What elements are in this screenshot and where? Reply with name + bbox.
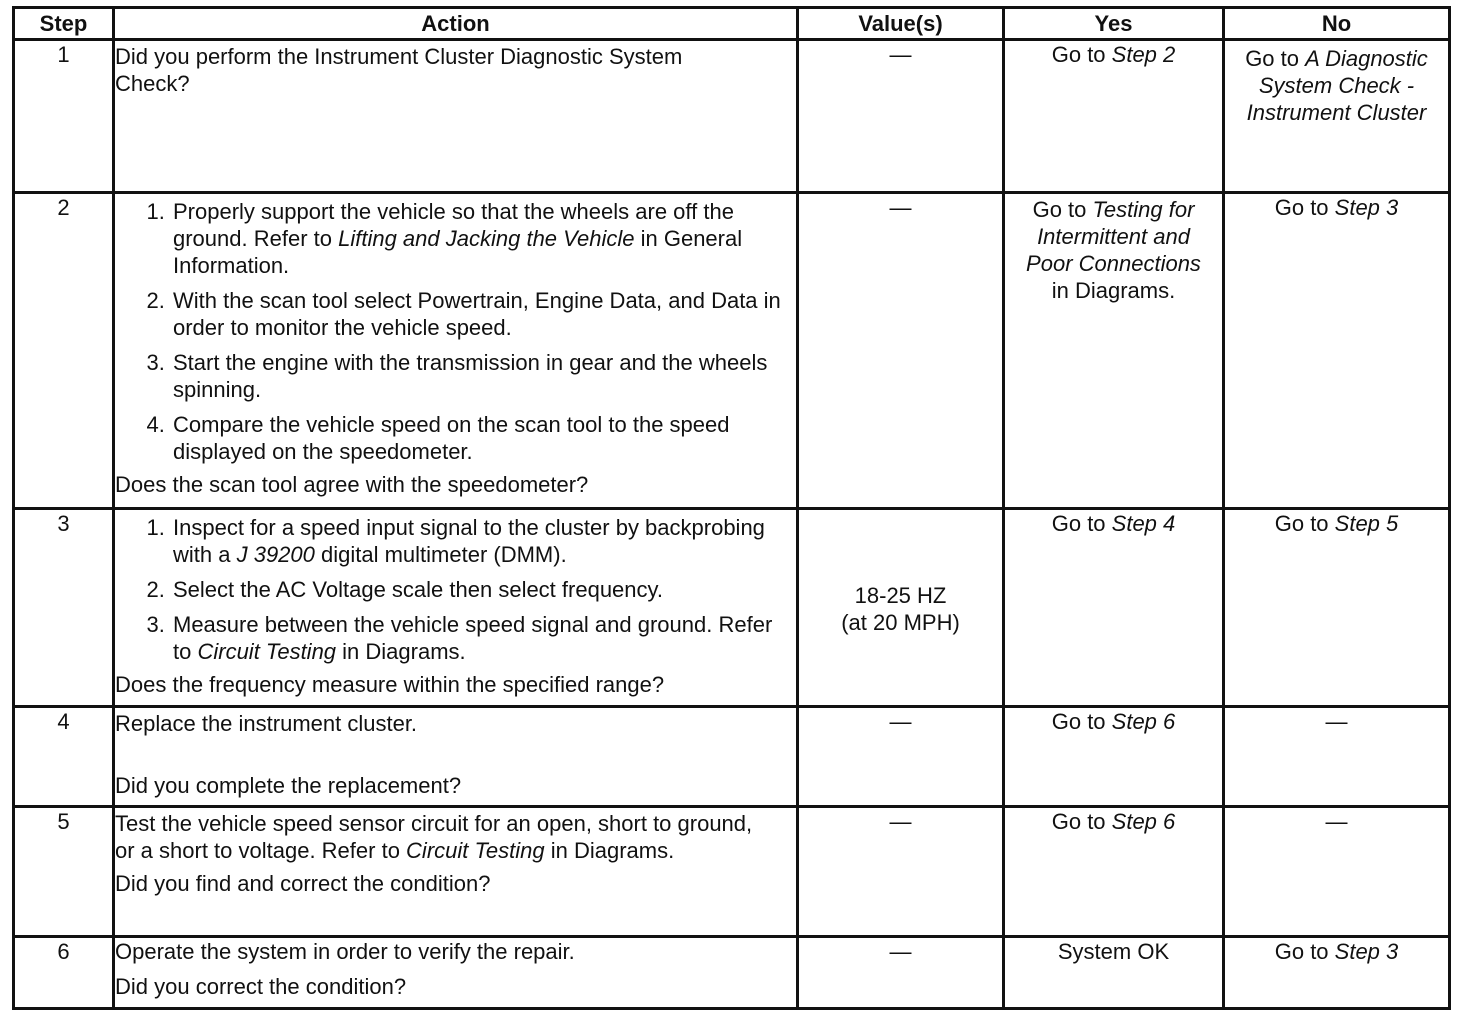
no-link[interactable]: A Diagnostic System Check - Instrument Cluster <box>1246 46 1428 125</box>
no-prefix: Go to <box>1274 939 1335 964</box>
no-prefix: Go to <box>1245 46 1306 71</box>
action-cell <box>114 509 798 707</box>
header-yes: Yes <box>1004 8 1224 40</box>
step-number: 6 <box>14 937 114 1009</box>
no-cell: — <box>1224 807 1450 937</box>
no-cell <box>1224 193 1450 509</box>
action-text: Replace the instrument cluster. <box>115 711 418 736</box>
header-row <box>14 8 1450 40</box>
no-link[interactable]: Step 3 <box>1334 939 1399 964</box>
value-cell <box>798 509 1004 707</box>
value-cell: — <box>798 707 1004 807</box>
reference-link[interactable]: Circuit Testing <box>197 639 337 664</box>
no-cell <box>1224 40 1450 193</box>
no-cell <box>1224 509 1450 707</box>
yes-prefix: Go to <box>1051 511 1112 536</box>
procedure-item: 1. Inspect for a speed input signal to the cluster by backprobing with a J 39200 digital multimeter (DMM). <box>171 514 796 568</box>
table-row <box>14 707 1450 807</box>
yes-prefix: Go to <box>1051 809 1112 834</box>
value-condition: (at 20 MPH) <box>841 610 960 635</box>
no-link[interactable]: Step 3 <box>1334 195 1399 220</box>
step-number: 5 <box>14 807 114 937</box>
no-link[interactable]: Step 5 <box>1334 511 1399 536</box>
action-question: Did you complete the replacement? <box>115 773 462 798</box>
procedure-list <box>115 514 796 665</box>
value-cell: — <box>798 193 1004 509</box>
yes-cell <box>1004 707 1224 807</box>
yes-link[interactable]: Step 2 <box>1111 42 1176 67</box>
action-question: Did you find and correct the condition? <box>115 871 491 896</box>
step-number: 3 <box>14 509 114 707</box>
no-prefix: Go to <box>1274 195 1335 220</box>
table-row <box>14 193 1450 509</box>
action-question: Did you correct the condition? <box>115 974 407 999</box>
action-cell <box>114 193 798 509</box>
action-cell <box>114 707 798 807</box>
header-step: Step <box>14 8 114 40</box>
value-cell: — <box>798 807 1004 937</box>
procedure-item: 1. Properly support the vehicle so that the wheels are off the ground. Refer to Lifting and Jacking the Vehicle in General Information. <box>171 198 796 279</box>
header-values: Value(s) <box>798 8 1004 40</box>
header-no: No <box>1224 8 1450 40</box>
yes-link[interactable]: Step 6 <box>1111 809 1176 834</box>
yes-cell <box>1004 509 1224 707</box>
value-range: 18-25 HZ <box>854 583 947 608</box>
table-row <box>14 509 1450 707</box>
yes-result: System OK <box>1057 939 1170 964</box>
yes-suffix: in Diagrams. <box>1051 278 1176 303</box>
procedure-item: 3. Start the engine with the transmission in gear and the wheels spinning. <box>171 349 796 403</box>
yes-cell <box>1004 40 1224 193</box>
yes-cell <box>1004 807 1224 937</box>
reference-link[interactable]: Lifting and Jacking the Vehicle <box>338 226 635 251</box>
action-cell <box>114 40 798 193</box>
action-cell <box>114 937 798 1009</box>
no-cell: — <box>1224 707 1450 807</box>
yes-cell <box>1004 937 1224 1009</box>
action-question: Does the frequency measure within the specified range? <box>115 672 665 697</box>
table-row <box>14 807 1450 937</box>
step-number: 2 <box>14 193 114 509</box>
procedure-list <box>115 198 796 465</box>
action-text: Test the vehicle speed sensor circuit for an open, short to ground, or a short to voltage. Refer to Circuit Testing in Diagrams. <box>115 811 753 863</box>
diagnostic-table <box>12 6 1451 1010</box>
no-cell <box>1224 937 1450 1009</box>
action-question: Does the scan tool agree with the speedometer? <box>115 472 589 497</box>
step-number: 1 <box>14 40 114 193</box>
tool-reference: J 39200 <box>236 542 315 567</box>
value-cell: — <box>798 937 1004 1009</box>
action-text: Did you perform the Instrument Cluster Diagnostic System Check? <box>115 44 683 96</box>
action-text: Operate the system in order to verify the repair. <box>115 939 575 964</box>
yes-prefix: Go to <box>1051 42 1112 67</box>
yes-prefix: Go to <box>1032 197 1093 222</box>
value-cell: — <box>798 40 1004 193</box>
procedure-item: 3. Measure between the vehicle speed signal and ground. Refer to Circuit Testing in Diagrams. <box>171 611 796 665</box>
yes-cell <box>1004 193 1224 509</box>
yes-link[interactable]: Step 4 <box>1111 511 1176 536</box>
procedure-item: 4. Compare the vehicle speed on the scan tool to the speed displayed on the speedometer. <box>171 411 796 465</box>
table-row <box>14 937 1450 1009</box>
no-prefix: Go to <box>1274 511 1335 536</box>
header-action: Action <box>114 8 798 40</box>
table-row <box>14 40 1450 193</box>
yes-link[interactable]: Testing for Intermittent and Poor Connections <box>1026 197 1201 276</box>
step-number: 4 <box>14 707 114 807</box>
yes-prefix: Go to <box>1051 709 1112 734</box>
action-cell <box>114 807 798 937</box>
procedure-item: 2. Select the AC Voltage scale then select frequency. <box>171 576 796 603</box>
procedure-item: 2. With the scan tool select Powertrain, Engine Data, and Data in order to monitor the vehicle speed. <box>171 287 796 341</box>
yes-link[interactable]: Step 6 <box>1111 709 1176 734</box>
reference-link[interactable]: Circuit Testing <box>406 838 545 863</box>
